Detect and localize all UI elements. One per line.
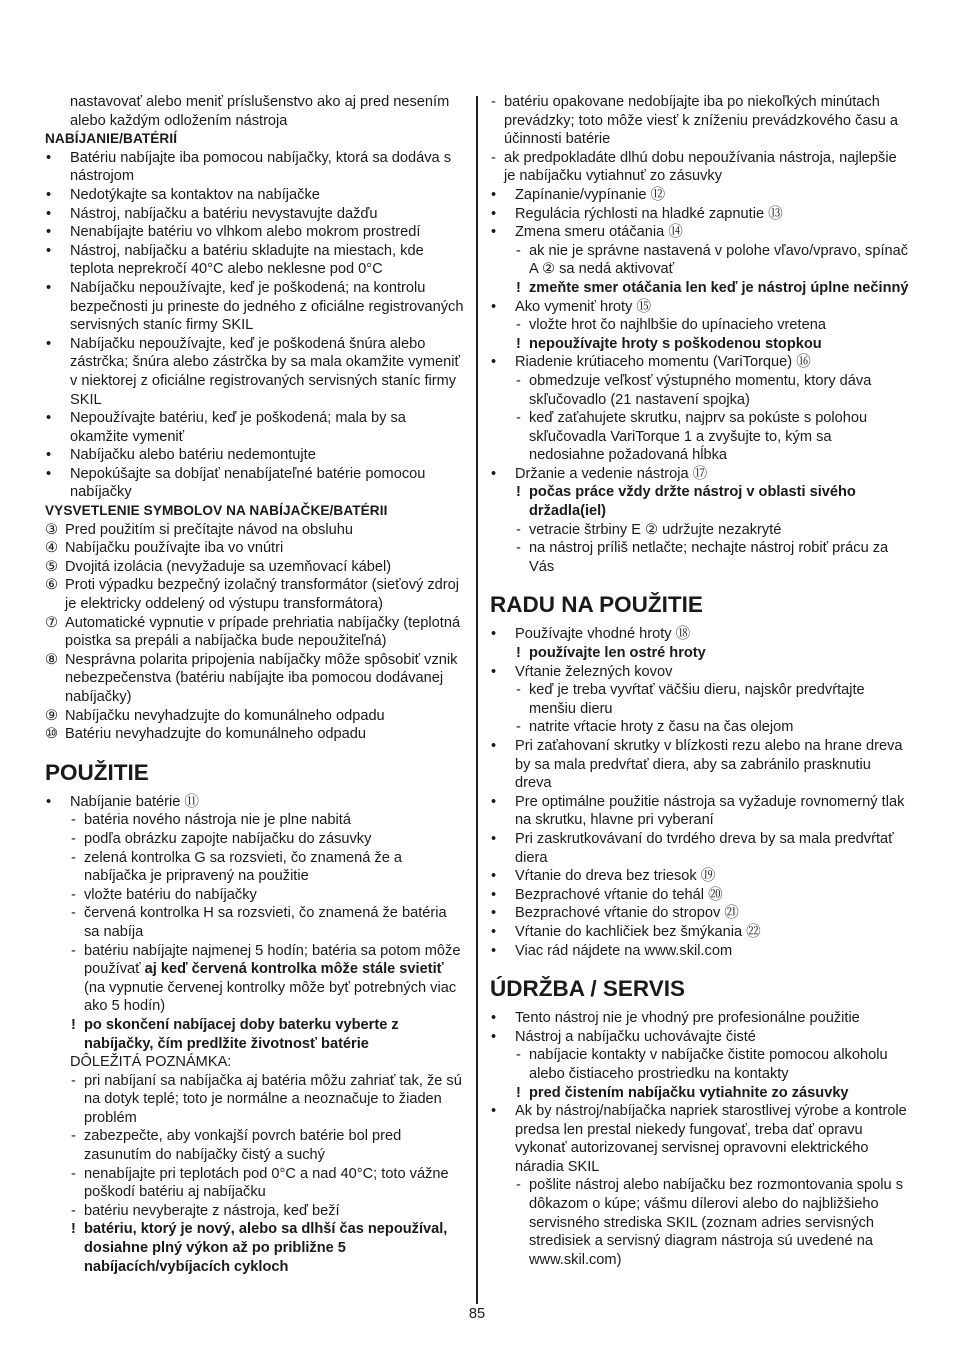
symbol-item (45, 707, 465, 726)
item-text: Automatické vypnutie v prípade prehriatia nabíjačky (teplotná poistka sa prepáli a nabíjačka bude nepoužiteľná) (65, 614, 461, 650)
bullet-item (490, 867, 910, 886)
item-text: Nástroj, nabíjačku a batériu skladujte na miestach, kde teplota neprekročí 40°C alebo neklesne pod 0°C (70, 242, 424, 278)
item-text: podľa obrázku zapojte nabíjačku do zásuvky (84, 830, 372, 847)
item-text: nepoužívajte hroty s poškodenou stopkou (529, 335, 822, 352)
bullet-item (490, 353, 910, 372)
bullet-item (45, 465, 465, 502)
bullet-item (490, 886, 910, 905)
dash-item (45, 849, 465, 886)
symbol-item (45, 614, 465, 651)
note-label (45, 1053, 465, 1072)
paragraph (45, 93, 465, 130)
item-text: Tento nástroj nie je vhodný pre profesionálne použitie (515, 1010, 860, 1027)
item-text: pošlite nástroj alebo nabíjačku bez rozmontovania spolu s dôkazom o kúpe; vášmu dílerovi alebo do najbližšieho servisného strediska SKIL (zoznam adries servisných stredisiek a servisný diagram nástroja sú uvedené na www.skil.com) (529, 1177, 903, 1268)
item-text: DÔLEŽITÁ POZNÁMKA: (70, 1054, 232, 1071)
warning-item (490, 335, 910, 354)
bullet-item (490, 1028, 910, 1047)
symbol-item (45, 725, 465, 744)
item-text: Nepokúšajte sa dobíjať nenabíjateľné batérie pomocou nabíjačky (70, 465, 426, 501)
item-text: Používajte vhodné hroty ⑱ (515, 626, 691, 643)
section-heading (490, 592, 910, 618)
item-text: používajte len ostré hroty (529, 645, 706, 662)
symbol-item (45, 558, 465, 577)
item-text: vetracie štrbiny E ② udržujte nezakryté (529, 521, 782, 538)
item-text: Nedotýkajte sa kontaktov na nabíjačke (70, 186, 320, 203)
item-text: Držanie a vedenie nástroja ⑰ (515, 465, 708, 482)
dash-item (45, 1072, 465, 1128)
item-text: pred čistením nabíjačku vytiahnite zo zásuvky (529, 1084, 849, 1101)
dash-item (490, 1176, 910, 1269)
item-text: batériu nevyberajte z nástroja, keď beží (84, 1202, 340, 1219)
dash-item (45, 904, 465, 941)
dash-item (490, 149, 910, 186)
item-text: Nenabíjajte batériu vo vlhkom alebo mokrom prostredí (70, 224, 421, 241)
item-text: Nabíjačku alebo batériu nedemontujte (70, 447, 316, 464)
item-text: Nepoužívajte batériu, keď je poškodená; mala by sa okamžite vymeniť (70, 410, 406, 445)
warning-item (490, 279, 910, 298)
item-text: batéria nového nástroja nie je plne nabitá (84, 812, 351, 829)
bullet-item (45, 279, 465, 335)
right-column (490, 93, 910, 1269)
item-text: Nabíjačku nevyhadzujte do komunálneho odpadu (65, 707, 385, 724)
section-subheading (45, 502, 465, 521)
symbol-item (45, 521, 465, 540)
item-text: pri nabíjaní sa nabíjačka aj batéria môžu zahriať tak, že sú na dotyk teplé; toto je normálne a neoznačuje to žiaden problém (84, 1072, 462, 1126)
warning-item (490, 1084, 910, 1103)
item-text: Nabíjanie batérie ⑪ (70, 793, 199, 810)
column-divider (476, 96, 478, 1304)
item-text: vložte batériu do nabíjačky (84, 886, 257, 903)
dash-item (45, 1165, 465, 1202)
item-text: batériu nabíjajte najmenej 5 hodín; batéria sa potom môže používať (84, 942, 461, 978)
bullet-item (45, 149, 465, 186)
warning-item (490, 483, 910, 520)
bullet-item (490, 298, 910, 317)
dash-item (490, 93, 910, 149)
item-text: Regulácia rýchlosti na hladké zapnutie ⑬ (515, 205, 783, 222)
item-text: Proti výpadku bezpečný izolačný transformátor (sieťový zdroj je elektricky oddelený od výstupu transformátora) (65, 577, 459, 613)
item-text: Riadenie krútiaceho momentu (VariTorque) ⑯ (515, 354, 811, 371)
item-text: ÚDRŽBA / SERVIS (490, 976, 686, 1002)
bullet-item (45, 793, 465, 812)
bullet-item (490, 942, 910, 961)
item-text: Batériu nabíjajte iba pomocou nabíjačky, ktorá sa dodáva s nástrojom (70, 149, 452, 185)
item-text: Ako vymeniť hroty ⑮ (515, 298, 652, 315)
dash-item (45, 942, 465, 1016)
bullet-item (490, 186, 910, 205)
warning-item (45, 1220, 465, 1276)
item-text: Pre optimálne použitie nástroja sa vyžaduje rovnomerný tlak na skrutku, hlavne pri vyberaní (515, 793, 905, 829)
dash-item (45, 830, 465, 849)
bullet-item (490, 625, 910, 644)
bullet-item (45, 242, 465, 279)
bullet-item (45, 409, 465, 446)
item-text: nabíjacie kontakty v nabíjačke čistite pomocou alkoholu alebo čistiaceho prostriedku na kontakty (529, 1047, 888, 1082)
item-text: nenabíjajte pri teplotách pod 0°C a nad 40°C; toto vážne poškodí batériu aj nabíjačku (84, 1165, 449, 1201)
item-text: Nesprávna polarita pripojenia nabíjačky môže spôsobiť vznik nebezpečenstva (batériu nabíjajte iba pomocou dodávanej nabíjačky) (65, 651, 458, 705)
item-text: Pri zaťahovaní skrutky v blízkosti rezu alebo na hrane dreva by sa mala predvŕtať diera, aby sa zabránilo prasknutiu dreva (515, 738, 903, 792)
item-text: keď zaťahujete skrutku, najprv sa pokúste s polohou skľučovadla VariTorque 1 a zvyšujte to, kým sa nedosiahne požadovaná hĺbka (529, 410, 868, 464)
item-text: Viac rád nájdete na www.skil.com (515, 942, 733, 959)
item-text: Ak by nástroj/nabíjačka napriek starostlivej výrobe a kontrole predsa len prestal niekedy fungovať, treba dať opravu vykonať autorizovanej servisnej opravovni elektrického náradia SKIL (515, 1103, 907, 1175)
page-number: 85 (468, 1306, 486, 1322)
item-text: Vŕtanie do kachličiek bez šmýkania ㉒ (515, 923, 761, 940)
dash-item (490, 539, 910, 576)
bullet-item (490, 1009, 910, 1028)
item-text: vložte hrot čo najhlbšie do upínacieho vretena (529, 317, 826, 334)
symbol-item (45, 651, 465, 707)
warning-item (490, 644, 910, 663)
bullet-item (490, 1102, 910, 1176)
dash-item (490, 409, 910, 465)
dash-item (490, 681, 910, 718)
bullet-item (45, 446, 465, 465)
dash-item (45, 811, 465, 830)
bullet-item (490, 223, 910, 242)
bullet-item (490, 465, 910, 484)
left-column (45, 93, 465, 1276)
warning-item (45, 1016, 465, 1053)
item-text: Bezprachové vŕtanie do stropov ㉑ (515, 905, 739, 922)
section-heading (45, 760, 465, 786)
item-text: batériu opakovane nedobíjajte iba po niekoľkých minútach prevádzky; toto môže viesť k zníženiu prevádzkového času a účinnosti batérie (504, 94, 899, 148)
item-text: POUŽITIE (45, 759, 149, 785)
bullet-item (490, 737, 910, 793)
item-text: Bezprachové vŕtanie do tehál ⑳ (515, 886, 723, 903)
section-heading (490, 976, 910, 1002)
bullet-item (45, 205, 465, 224)
item-text: NABÍJANIE/BATÉRIÍ (45, 131, 178, 147)
bullet-item (490, 923, 910, 942)
dash-item (490, 372, 910, 409)
item-text: Batériu nevyhadzujte do komunálneho odpadu (65, 726, 367, 743)
item-text: červená kontrolka H sa rozsvieti, čo znamená že batéria sa nabíja (84, 905, 447, 940)
item-text: zelená kontrolka G sa rozsvieti, čo znamená že a nabíjačka je pripravený na použitie (84, 849, 402, 885)
item-text: Dvojitá izolácia (nevyžaduje sa uzemňovací kábel) (65, 558, 392, 575)
item-text: ak nie je správne nastavená v polohe vľavo/vpravo, spínač A ② sa nedá aktivovať (529, 242, 909, 278)
item-text: Pred použitím si prečítajte návod na obsluhu (65, 521, 353, 538)
symbol-item (45, 576, 465, 613)
item-bold-text: aj keď červená kontrolka môže stále svietiť (144, 961, 444, 978)
item-text: Nástroj, nabíjačku a batériu nevystavujte dažďu (70, 205, 378, 222)
item-text: zabezpečte, aby vonkajší povrch batérie bol pred zasunutím do nabíjačky čistý a suchý (84, 1128, 402, 1164)
bullet-item (45, 223, 465, 242)
dash-item (490, 521, 910, 540)
dash-item (45, 1127, 465, 1164)
item-text: zmeňte smer otáčania len keď je nástroj úplne nečinný (529, 279, 909, 296)
item-text: Nabíjačku nepoužívajte, keď je poškodená šnúra alebo zástrčka; šnúra alebo zástrčka by sa mala okamžite vymeniť v niektorej z oficiálne registrovaných servisných staníc firmy SKIL (70, 335, 460, 408)
item-text: Vŕtanie do dreva bez triesok ⑲ (515, 868, 716, 885)
dash-item (490, 718, 910, 737)
item-text: Nabíjačku nepoužívajte, keď je poškodená; na kontrolu bezpečnosti ju prineste do jedného z oficiálne registrovaných servisných staníc firmy SKIL (70, 279, 464, 334)
item-text: batériu, ktorý je nový, alebo sa dlhší čas nepoužíval, dosiahne plný výkon až po približne 5 nabíjacích/vybíjacích cykloch (84, 1221, 448, 1275)
item-text: na nástroj príliš netlačte; nechajte nástroj robiť prácu za Vás (529, 540, 889, 575)
item-text: keď je treba vyvŕtať väčšiu dieru, najskôr predvŕtajte menšiu dieru (529, 682, 865, 717)
item-text: Nástroj a nabíjačku uchovávajte čisté (515, 1028, 756, 1045)
dash-item (45, 886, 465, 905)
dash-item (490, 1046, 910, 1083)
bullet-item (490, 663, 910, 682)
item-text: Nabíjačku používajte iba vo vnútri (65, 540, 284, 557)
item-text: ak predpokladáte dlhú dobu nepoužívania nástroja, najlepšie je nabíjačku vytiahnuť zo zásuvky (504, 149, 897, 185)
dash-item (45, 1202, 465, 1221)
bullet-item (490, 793, 910, 830)
dash-item (490, 242, 910, 279)
dash-item (490, 316, 910, 335)
bullet-item (490, 830, 910, 867)
bullet-item (490, 205, 910, 224)
item-text: Vŕtanie železných kovov (515, 663, 673, 680)
item-text: natrite vŕtacie hroty z času na čas olejom (529, 719, 794, 736)
item-text: VYSVETLENIE SYMBOLOV NA NABÍJAČKE/BATÉRII (45, 503, 388, 519)
item-text: počas práce vždy držte nástroj v oblasti sivého držadla(iel) (529, 484, 856, 520)
item-text: nastavovať alebo meniť príslušenstvo ako aj pred nesením alebo každým odložením nástroja (70, 94, 450, 129)
bullet-item (45, 335, 465, 409)
item-text: Zmena smeru otáčania ⑭ (515, 224, 683, 241)
item-text-after: (na vypnutie červenej kontrolky môže byť potrebných viac ako 5 hodín) (84, 979, 457, 1015)
item-text: Pri zaskrutkovávaní do tvrdého dreva by sa mala predvŕtať diera (515, 830, 894, 866)
bullet-item (490, 904, 910, 923)
symbol-item (45, 539, 465, 558)
item-text: RADU NA POUŽITIE (490, 592, 703, 618)
item-text: obmedzuje veľkosť výstupného momentu, ktory dáva skľučovadlo (21 nastavení spojka) (529, 372, 872, 408)
bullet-item (45, 186, 465, 205)
item-text: Zapínanie/vypínanie ⑫ (515, 186, 666, 203)
section-subheading (45, 130, 465, 149)
item-text: po skončení nabíjacej doby baterku vyberte z nabíjačky, čím predlžite životnosť batérie (84, 1016, 399, 1052)
